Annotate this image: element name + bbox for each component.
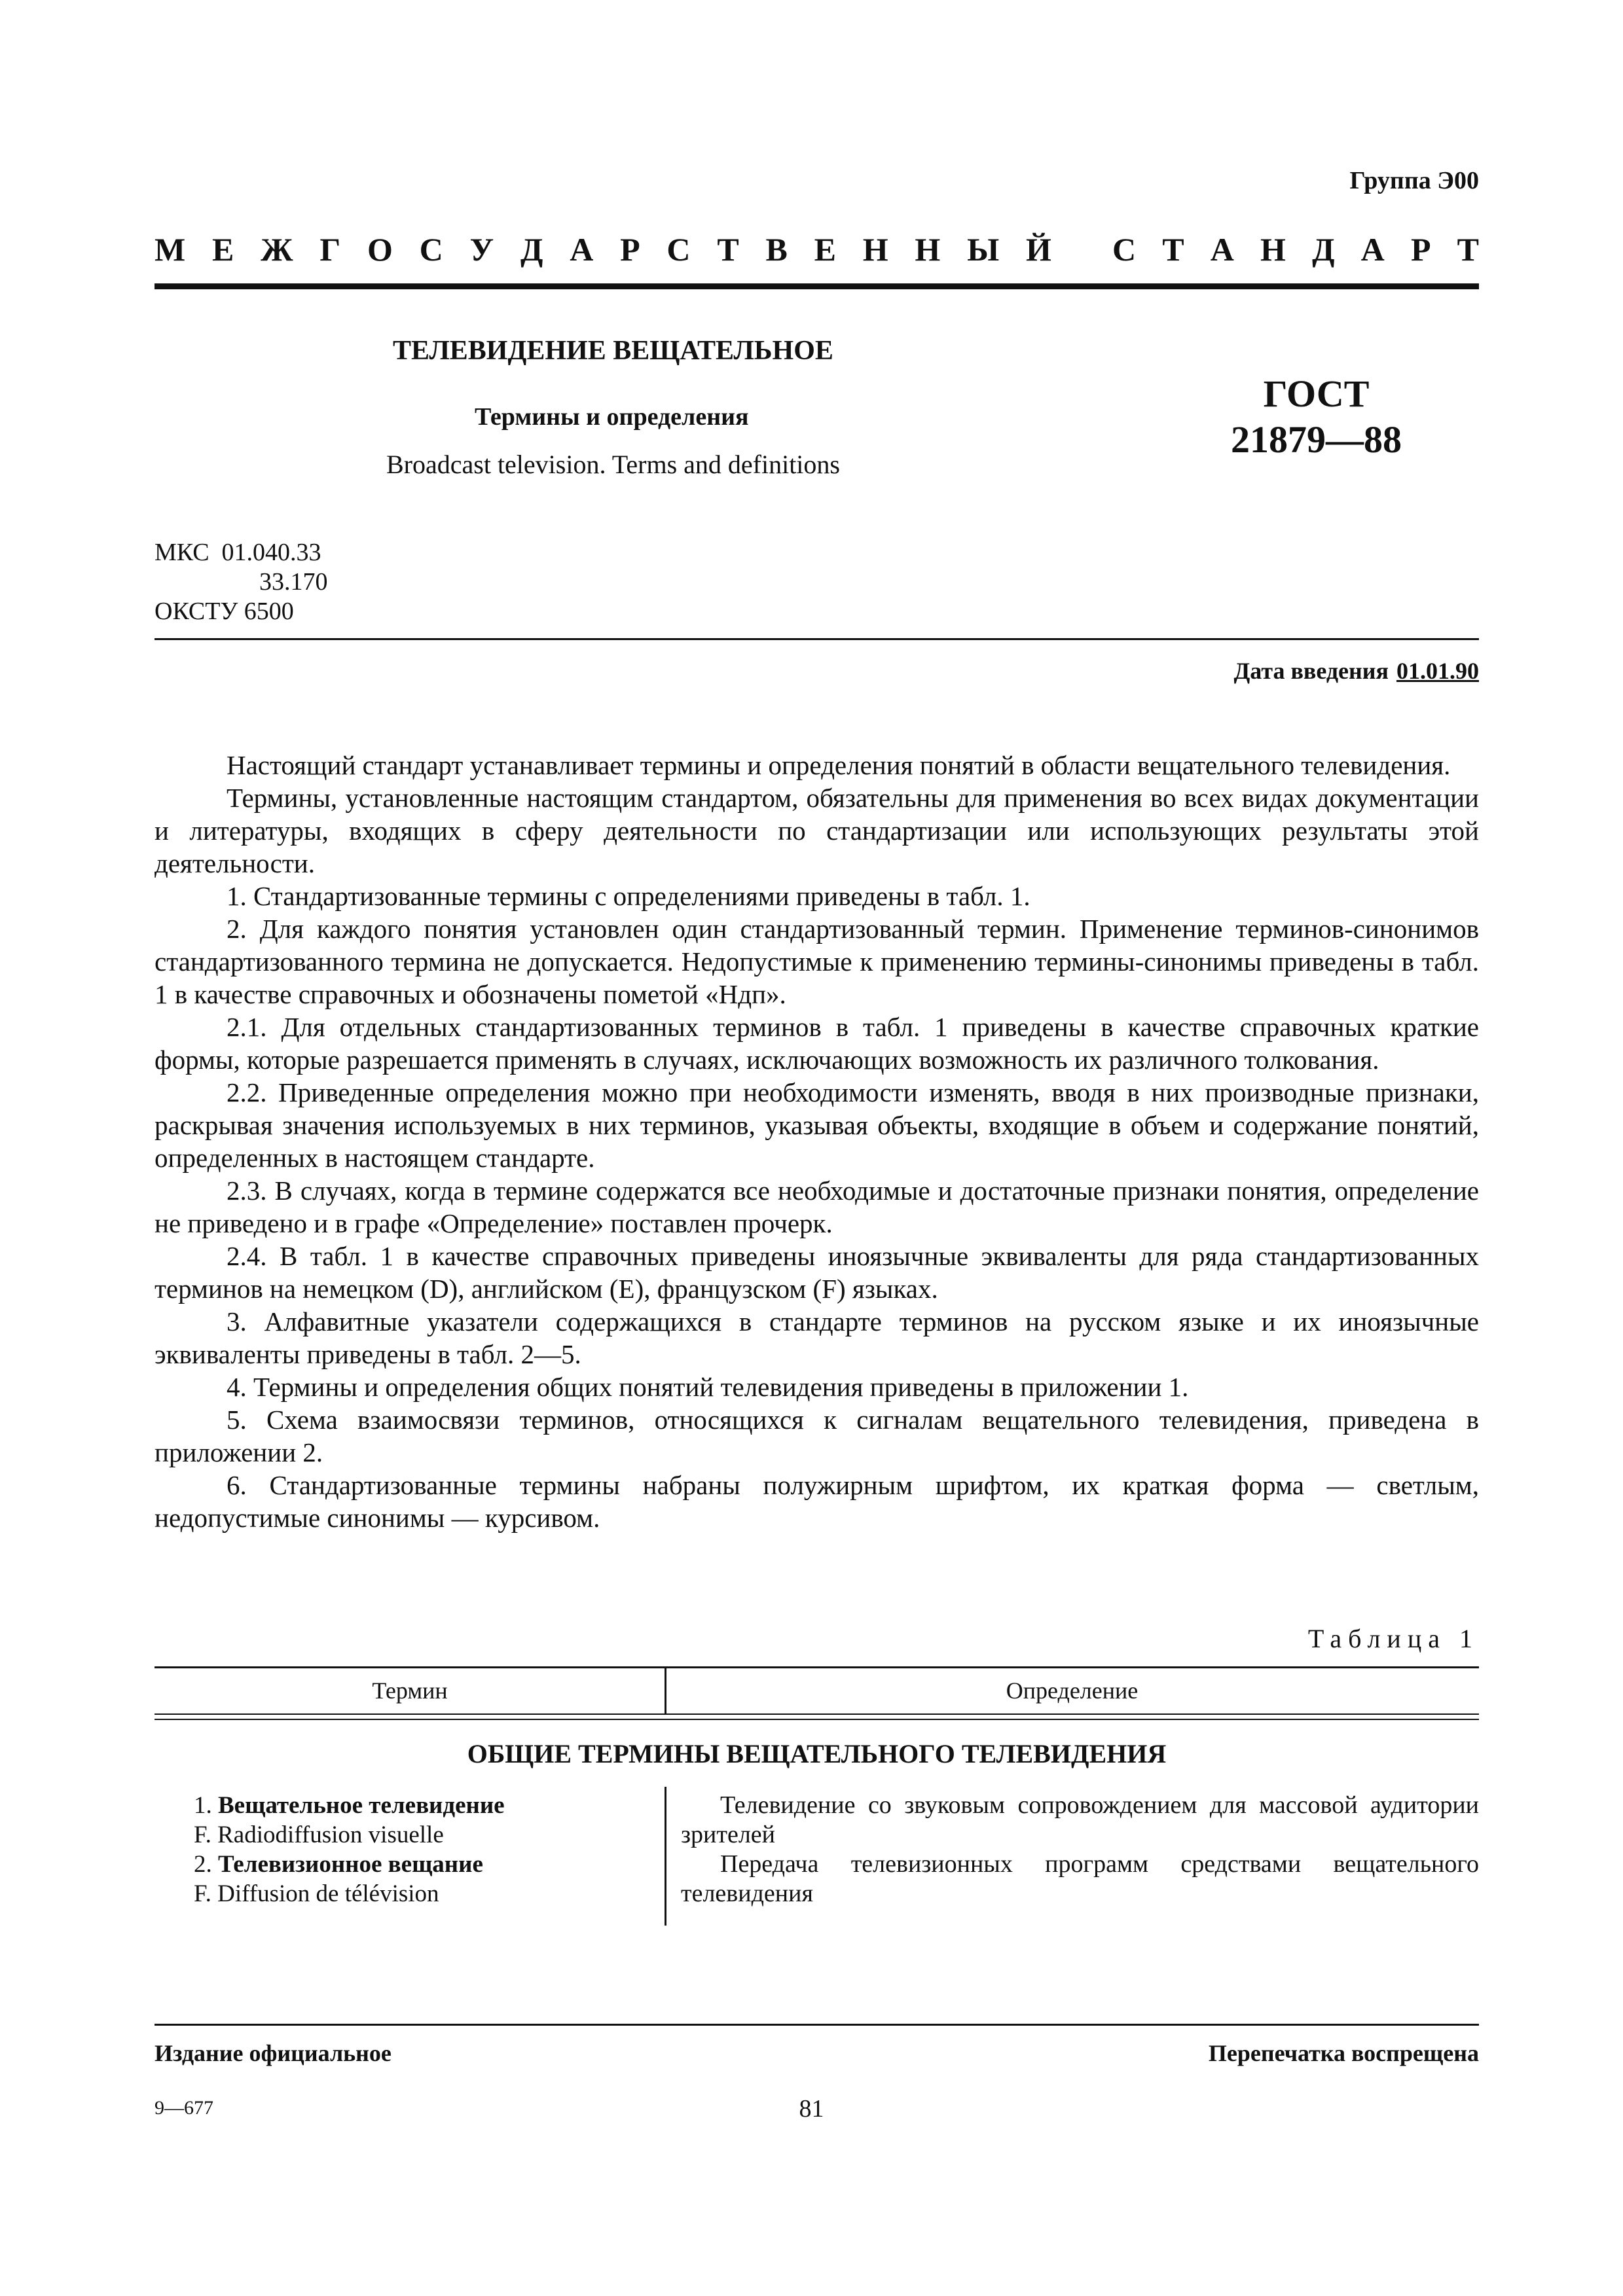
table-section-heading: ОБЩИЕ ТЕРМИНЫ ВЕЩАТЕЛЬНОГО ТЕЛЕВИДЕНИЯ bbox=[467, 1739, 1167, 1768]
definition: Телевидение со звуковым сопровождением для массовой аудитории зрителей bbox=[681, 1791, 1479, 1848]
paragraph: 6. Стандартизованные термины набраны полужирным шрифтом, их краткая форма — светлым, недопустимые синонимы — курсивом. bbox=[155, 1470, 1479, 1533]
table-top-rule bbox=[155, 1666, 1479, 1668]
banner-letter: Т bbox=[1162, 231, 1184, 268]
mks-code: 33.170 bbox=[259, 568, 328, 596]
banner-letter: Е bbox=[211, 231, 234, 268]
gost-number: 21879—88 bbox=[1231, 418, 1402, 461]
column-header-definition: Определение bbox=[1006, 1677, 1139, 1704]
mks-label: МКС bbox=[155, 539, 210, 566]
paragraph: 2.3. В случаях, когда в термине содержатся все необходимые и достаточные признаки понятия, определение не приведено и в графе «Определение» поставлен прочерк. bbox=[155, 1175, 1479, 1238]
effective-date bbox=[1234, 657, 1480, 685]
banner-letter: Н bbox=[915, 231, 941, 268]
banner-letter: Н bbox=[1260, 231, 1286, 268]
banner-letter: А bbox=[1210, 231, 1234, 268]
banner-letter: Ж bbox=[261, 231, 293, 268]
banner-letter: Ы bbox=[967, 231, 1000, 268]
banner-letter: С bbox=[666, 231, 691, 268]
banner-letter: Р bbox=[620, 231, 640, 268]
banner-letter: Т bbox=[1457, 231, 1479, 268]
paragraph: 1. Стандартизованные термины с определениями приведены в табл. 1. bbox=[227, 881, 1030, 911]
term-number: 2. bbox=[194, 1851, 212, 1878]
footer-reprint-notice: Перепечатка воспрещена bbox=[1208, 2040, 1479, 2066]
term-french: F. Diffusion de télévision bbox=[194, 1880, 439, 1907]
footer-code: 9—677 bbox=[155, 2097, 213, 2119]
header-double-rule bbox=[155, 1713, 1479, 1715]
paragraph: 2. Для каждого понятия установлен один стандартизованный термин. Применение терминов-синонимов стандартизованного термина не допускается. Недопустимые к применению термины-синонимы приведены в табл. 1 в качестве справочных и обозначены пометой «Ндп». bbox=[155, 914, 1479, 1009]
banner-letter: А bbox=[570, 231, 594, 268]
paragraph: 3. Алфавитные указатели содержащихся в стандарте терминов на русском языке и их иноязычные эквиваленты приведены в табл. 2—5. bbox=[155, 1306, 1479, 1369]
document-title-english: Broadcast television. Terms and definitions bbox=[386, 450, 840, 479]
banner-letter: С bbox=[419, 231, 443, 268]
term-french: F. Radiodiffusion visuelle bbox=[194, 1821, 444, 1848]
paragraph: 4. Термины и определения общих понятий телевидения приведены в приложении 1. bbox=[227, 1372, 1189, 1402]
gost-designation bbox=[1231, 371, 1402, 463]
footer-rule bbox=[155, 2024, 1479, 2026]
group-label: Группа Э00 bbox=[1349, 167, 1479, 194]
term-number: 1. bbox=[194, 1792, 212, 1819]
paragraph: Термины, установленные настоящим стандартом, обязательны для применения во всех видах документации и литературы, входящих в сферу деятельности по стандартизации или использующих результаты этой деятельности. bbox=[155, 783, 1479, 878]
standard-banner bbox=[155, 230, 1479, 268]
page-number: 81 bbox=[799, 2095, 824, 2123]
banner-letter: В bbox=[765, 231, 788, 268]
header-rule bbox=[155, 283, 1479, 289]
banner-letter: У bbox=[469, 231, 494, 268]
definition-column bbox=[681, 1791, 1479, 1909]
banner-letter: Г bbox=[319, 231, 341, 268]
banner-letter: Д bbox=[1312, 231, 1335, 268]
banner-letter: С bbox=[1112, 231, 1137, 268]
table-caption: Таблица 1 bbox=[1307, 1624, 1479, 1653]
paragraph: 2.4. В табл. 1 в качестве справочных приведены иноязычные эквиваленты для ряда стандартизованных терминов на немецком (D), английском (E), французском (F) языках. bbox=[155, 1241, 1479, 1304]
date-value: 01.01.90 bbox=[1396, 658, 1479, 684]
introduction-text bbox=[155, 749, 1479, 1534]
paragraph: 5. Схема взаимосвязи терминов, относящихся к сигналам вещательного телевидения, приведена в приложении 2. bbox=[155, 1405, 1479, 1467]
banner-letter: Р bbox=[1410, 231, 1431, 268]
footer-edition: Издание официальное bbox=[155, 2040, 392, 2066]
term-entry bbox=[194, 1850, 505, 1879]
term-name: Вещательное телевидение bbox=[218, 1792, 505, 1819]
paragraph: Настоящий стандарт устанавливает термины и определения понятий в области вещательного телевидения. bbox=[227, 750, 1451, 780]
paragraph: 2.2. Приведенные определения можно при необходимости изменять, вводя в них производные признаки, раскрывая значения используемых в них терминов, указывая объекты, входящие в объем и содержание понятий, определенных в настоящем стандарте. bbox=[155, 1077, 1479, 1173]
banner-letter: Е bbox=[814, 231, 836, 268]
term-entry bbox=[194, 1791, 505, 1820]
document-subtitle: Термины и определения bbox=[475, 403, 749, 431]
definition: Передача телевизионных программ средствами вещательного телевидения bbox=[681, 1850, 1479, 1907]
banner-letter: Д bbox=[520, 231, 543, 268]
classification-rule bbox=[155, 638, 1479, 640]
term-column bbox=[194, 1791, 505, 1909]
header-double-rule bbox=[155, 1719, 1479, 1720]
banner-letter: Й bbox=[1026, 231, 1051, 268]
banner-letter: А bbox=[1360, 231, 1385, 268]
banner-word-standard bbox=[1112, 230, 1479, 268]
gost-label: ГОСТ bbox=[1263, 372, 1370, 415]
date-label: Дата введения bbox=[1233, 658, 1389, 684]
column-header-term: Термин bbox=[372, 1677, 448, 1704]
classification-codes bbox=[155, 538, 328, 626]
term-name: Телевизионное вещание bbox=[218, 1851, 483, 1878]
mks-code: 01.040.33 bbox=[221, 539, 321, 566]
column-divider bbox=[665, 1787, 666, 1926]
banner-letter: Т bbox=[717, 231, 739, 268]
banner-letter: Н bbox=[862, 231, 888, 268]
banner-letter: М bbox=[155, 231, 186, 268]
document-title: ТЕЛЕВИДЕНИЕ ВЕЩАТЕЛЬНОЕ bbox=[393, 336, 833, 366]
paragraph: 2.1. Для отдельных стандартизованных терминов в табл. 1 приведены в качестве справочных краткие формы, которые разрешается применять в случаях, исключающих возможность их различного толкования. bbox=[155, 1012, 1479, 1075]
okstu-code: ОКСТУ 6500 bbox=[155, 598, 294, 625]
banner-letter: О bbox=[367, 231, 393, 268]
banner-word-interstate bbox=[155, 230, 1051, 268]
